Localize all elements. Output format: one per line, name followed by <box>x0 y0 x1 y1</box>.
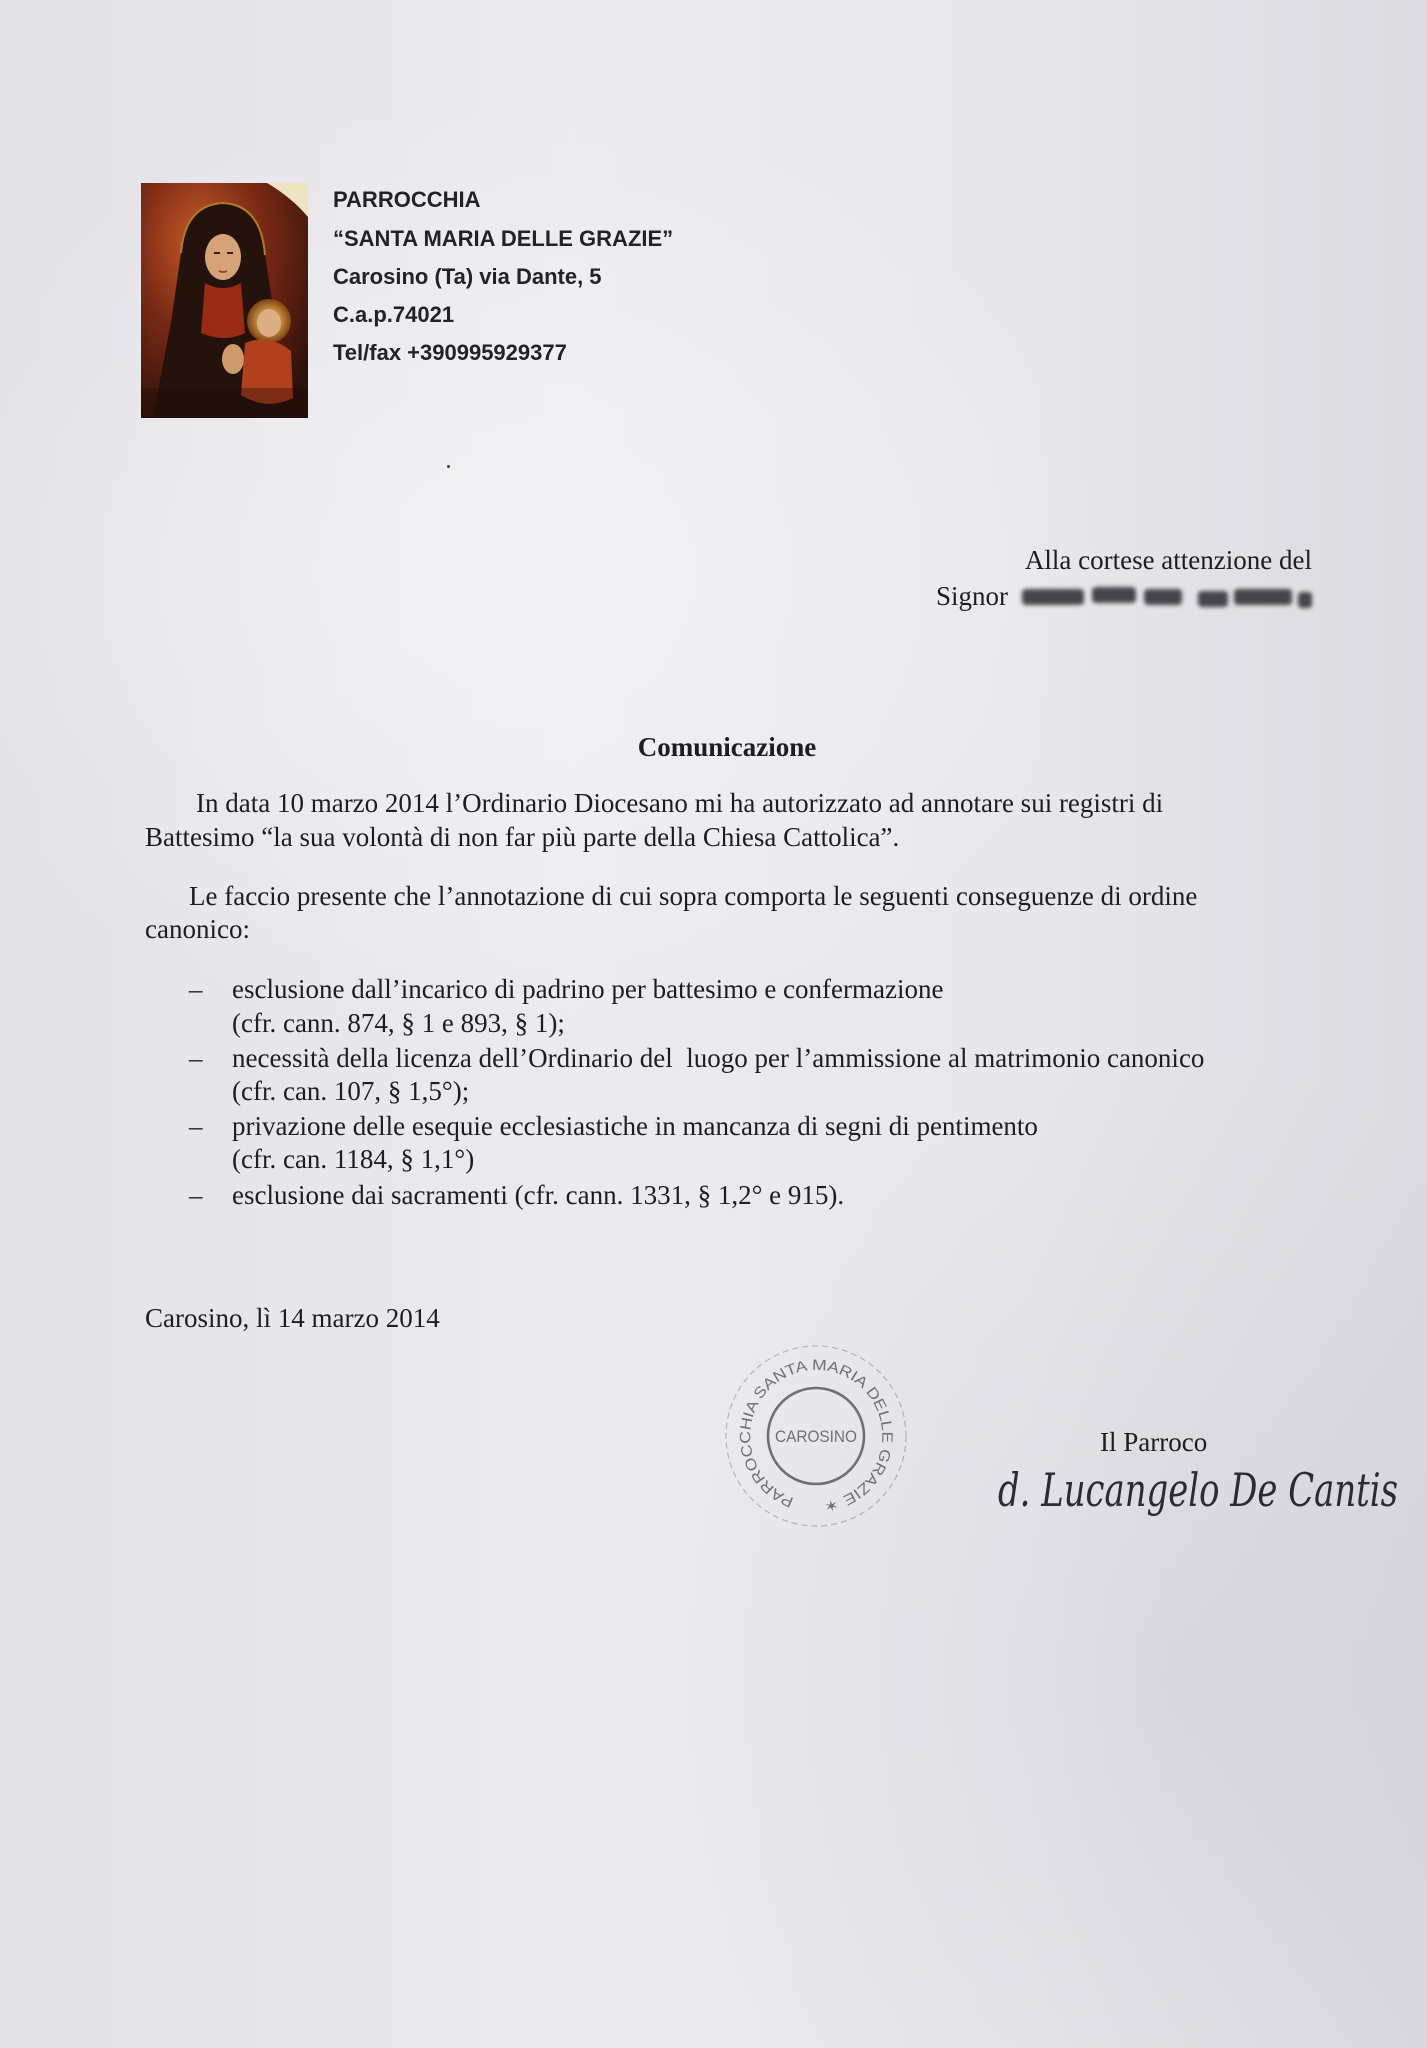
list-item-text: privazione delle esequie ecclesiastiche in mancanza di segni di pentimento <box>232 1111 1038 1141</box>
bullet-dash: – <box>189 974 203 1004</box>
list-item-text: necessità della licenza dell’Ordinario del luogo per l’ammissione al matrimonio canonico <box>232 1043 1205 1073</box>
signatory-title: Il Parroco <box>1100 1427 1208 1457</box>
place-date-line: Carosino, lì 14 marzo 2014 <box>145 1303 440 1333</box>
body-paragraph-line: Battesimo “la sua volontà di non far più parte della Chiesa Cattolica”. <box>145 822 900 852</box>
list-item-text: esclusione dai sacramenti (cfr. cann. 1331, § 1,2° e 915). <box>232 1180 845 1210</box>
recipient-attention-line: Alla cortese attenzione del <box>1024 545 1312 575</box>
body-paragraph-line: Le faccio presente che l’annotazione di cui sopra comporta le seguenti conseguenze di ordine <box>189 881 1198 911</box>
signature-text: d. Lucangelo De Cantis <box>998 1463 1398 1517</box>
bullet-dash: – <box>189 1180 203 1210</box>
body-paragraph-line: In data 10 marzo 2014 l’Ordinario Diocesano mi ha autorizzato ad annotare sui registri di <box>196 788 1164 818</box>
letterhead-phone-fax: Tel/fax +390995929377 <box>333 340 567 365</box>
stamp-center-text: CAROSINO <box>775 1427 857 1446</box>
redacted-name <box>1022 583 1312 611</box>
parish-stamp <box>716 1336 916 1536</box>
madonna-icon-image <box>141 183 308 418</box>
list-item-text: esclusione dall’incarico di padrino per battesimo e confermazione <box>232 974 944 1004</box>
letterhead-address: Carosino (Ta) via Dante, 5 <box>333 264 602 289</box>
stamp-ring-text-path: PARROCCHIA SANTA MARIA DELLE GRAZIE ✶ <box>737 1356 896 1515</box>
bullet-dash: – <box>189 1111 203 1141</box>
list-item-reference: (cfr. can. 1184, § 1,1°) <box>232 1144 475 1174</box>
subject-title: Comunicazione <box>637 732 817 762</box>
bullet-dash: – <box>189 1043 203 1073</box>
recipient-salutation: Signor <box>936 581 1009 611</box>
list-item-reference: (cfr. cann. 874, § 1 e 893, § 1); <box>232 1008 565 1038</box>
ink-speck <box>447 465 450 468</box>
list-item-reference: (cfr. can. 107, § 1,5°); <box>232 1076 470 1106</box>
letterhead-parish-label: PARROCCHIA <box>333 187 481 212</box>
signature <box>990 1440 1410 1540</box>
body-paragraph-line: canonico: <box>145 914 250 944</box>
letterhead-postal-code: C.a.p.74021 <box>333 302 455 327</box>
letterhead-parish-name: “SANTA MARIA DELLE GRAZIE” <box>333 226 674 251</box>
